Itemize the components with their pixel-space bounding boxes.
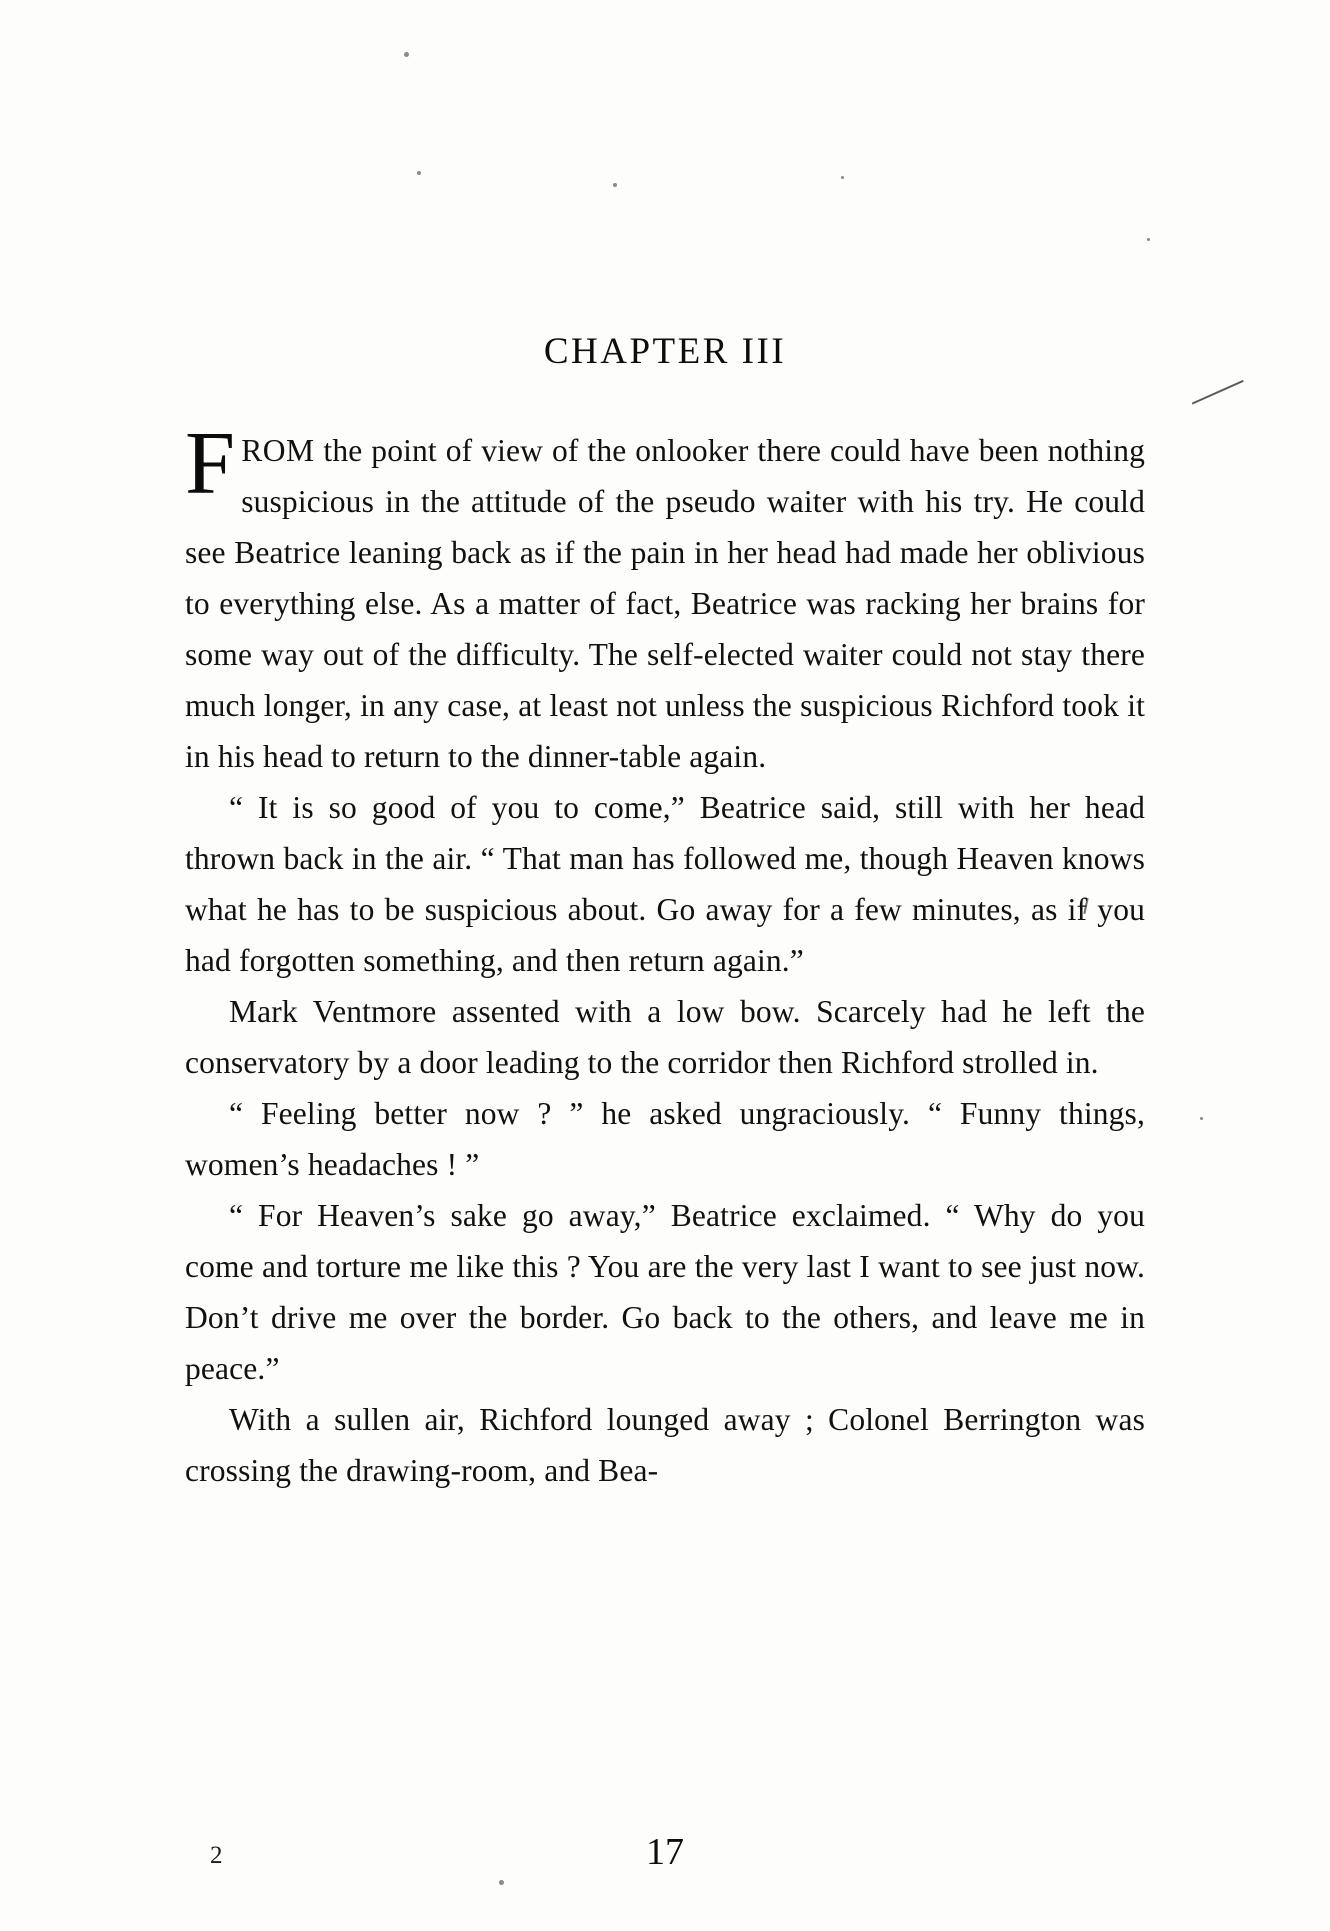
signature-mark: 2 (210, 1842, 223, 1869)
paper-speck (1200, 1117, 1203, 1120)
paper-speck (841, 176, 844, 179)
paper-speck (499, 1880, 504, 1885)
page-body (185, 330, 1145, 1496)
paragraph-4: “ Feeling better now ? ” he asked ungraciously. “ Funny things, women’s headaches ! ” (185, 1096, 1145, 1182)
paragraph-6: With a sullen air, Richford lounged away ; Colonel Berrington was crossing the drawing-room, and Bea- (185, 1402, 1145, 1488)
drop-cap: F (185, 414, 236, 513)
paper-speck (1147, 238, 1150, 241)
page-number: 17 (646, 1831, 684, 1873)
paragraph-text: the point of view of the onlooker there could have been nothing suspicious in the attitude of the pseudo waiter with his try. He could see Beatrice leaning back as if the pain in her head had made her oblivious to everything else. As a matter of fact, Beatrice was racking her brains for some way out of the difficulty. The self-elected waiter could not stay there much longer, in any case, at least not unless the suspicious Richford took it in his head to return to the dinner-table again. (185, 433, 1145, 774)
chapter-heading: CHAPTER III (543, 331, 787, 372)
paragraph-5: “ For Heaven’s sake go away,” Beatrice exclaimed. “ Why do you come and torture me like this ? You are the very last I want to see just now. Don’t drive me over the border. Go back to the others, and leave me in peace.” (185, 1198, 1145, 1386)
paper-speck (404, 52, 409, 57)
paper-speck (417, 171, 421, 175)
pencil-mark (1195, 388, 1255, 418)
paragraph-3: Mark Ventmore assented with a low bow. Scarcely had he left the conservatory by a door leading to the corridor then Richford strolled in. (185, 994, 1145, 1080)
paper-speck (613, 183, 617, 187)
paragraph-lead-word: ROM (241, 433, 315, 468)
page-footer (185, 1830, 1145, 1880)
paragraph-1 (185, 414, 1145, 782)
paragraph-2: “ It is so good of you to come,” Beatrice said, still with her head thrown back in the air. “ That man has followed me, though Heaven knows what he has to be suspicious about. Go away for a few minutes, as if you had forgotten something, and then return again.” (185, 790, 1145, 978)
